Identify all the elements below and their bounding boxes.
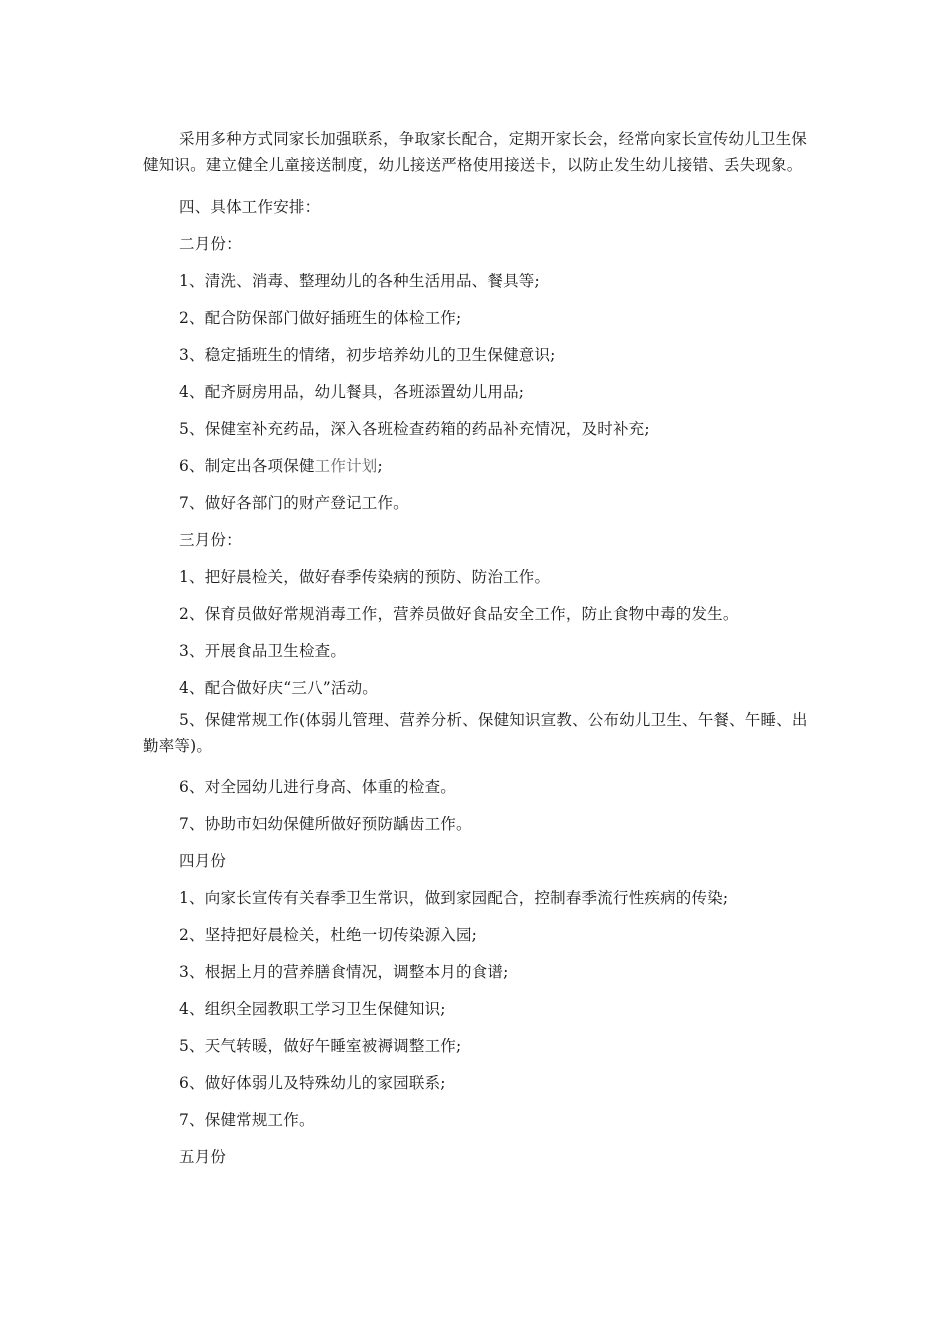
list-item-text: 6、制定出各项保健 — [179, 457, 315, 475]
list-item: 5、保健室补充药品，深入各班检查药箱的药品补充情况，及时补充; — [179, 420, 650, 438]
list-item: 7、保健常规工作。 — [179, 1111, 315, 1129]
intro-paragraph: 采用多种方式同家长加强联系，争取家长配合，定期开家长会，经常向家长宣传幼儿卫生保健知识。建立健全儿童接送制度，幼儿接送严格使用接送卡，以防止发生幼儿接错、丢失现象。 — [143, 130, 808, 174]
month-heading-mar: 三月份： — [179, 531, 242, 549]
month-heading-apr: 四月份 — [179, 852, 227, 870]
list-item: 2、保育员做好常规消毒工作，营养员做好食品安全工作，防止食物中毒的发生。 — [179, 605, 739, 623]
list-item: 5、保健常规工作(体弱儿管理、营养分析、保健知识宣教、公布幼儿卫生、午餐、午睡、出勤率等)。 — [143, 711, 808, 755]
list-item: 1、向家长宣传有关春季卫生常识，做到家园配合，控制春季流行性疾病的传染; — [179, 889, 729, 907]
document-body — [143, 126, 813, 1176]
list-item: 1、把好晨检关，做好春季传染病的预防、防治工作。 — [179, 568, 551, 586]
list-item — [143, 448, 813, 485]
list-item: 4、配合做好庆“三八”活动。 — [179, 679, 379, 697]
list-item-text-end: ; — [377, 457, 383, 475]
list-item: 3、稳定插班生的情绪，初步培养幼儿的卫生保健意识; — [179, 346, 556, 364]
list-item: 3、开展食品卫生检查。 — [179, 642, 347, 660]
list-item: 6、做好体弱儿及特殊幼儿的家园联系; — [179, 1074, 446, 1092]
list-item: 2、坚持把好晨检关，杜绝一切传染源入园; — [179, 926, 478, 944]
list-item: 3、根据上月的营养膳食情况，调整本月的食谱; — [179, 963, 509, 981]
list-item: 7、做好各部门的财产登记工作。 — [179, 494, 409, 512]
list-item: 2、配合防保部门做好插班生的体检工作; — [179, 309, 462, 327]
list-item: 4、组织全园教职工学习卫生保健知识; — [179, 1000, 446, 1018]
list-item-text-gray: 工作计划 — [314, 457, 378, 475]
list-item: 1、清洗、消毒、整理幼儿的各种生活用品、餐具等; — [179, 272, 540, 290]
section-heading: 四、具体工作安排： — [179, 198, 321, 216]
list-item: 4、配齐厨房用品，幼儿餐具，各班添置幼儿用品; — [179, 383, 525, 401]
month-heading-feb: 二月份： — [179, 235, 242, 253]
list-item: 7、协助市妇幼保健所做好预防龋齿工作。 — [179, 815, 472, 833]
list-item: 5、天气转暖，做好午睡室被褥调整工作; — [179, 1037, 462, 1055]
month-heading-may: 五月份 — [179, 1148, 227, 1166]
list-item: 6、对全园幼儿进行身高、体重的检查。 — [179, 778, 456, 796]
